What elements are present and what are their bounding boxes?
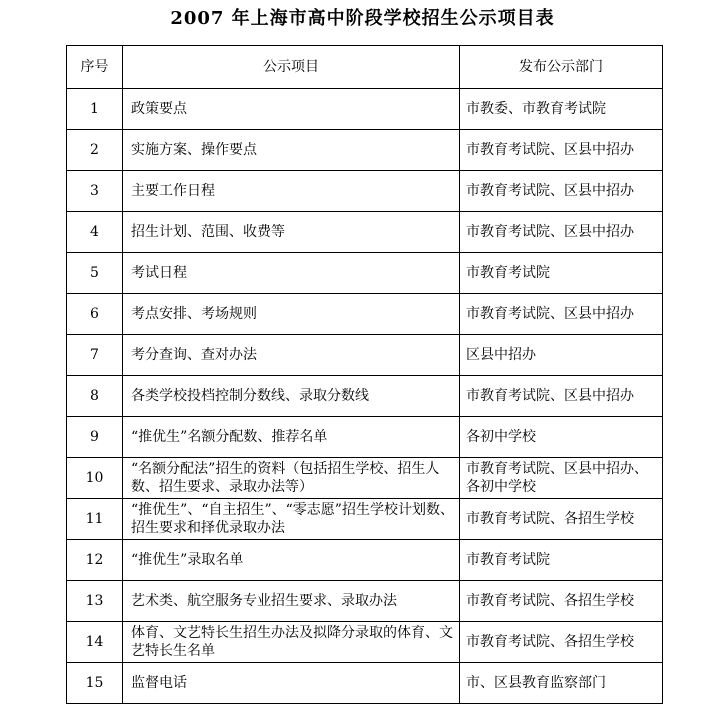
row-item: “推优生”录取名单: [123, 540, 460, 581]
row-item: “推优生”、“自主招生”、“零志愿”招生学校计划数、招生要求和择优录取办法: [123, 499, 460, 540]
row-no: 2: [67, 130, 123, 171]
row-dept: 市教育考试院、区县中招办、各初中学校: [460, 458, 663, 499]
row-dept: 市教育考试院、各招生学校: [460, 622, 663, 663]
row-no: 5: [67, 253, 123, 294]
row-no: 13: [67, 581, 123, 622]
row-no: 3: [67, 171, 123, 212]
row-dept: 市教育考试院、区县中招办: [460, 212, 663, 253]
row-item: 考分查询、查对办法: [123, 335, 460, 376]
row-item: 政策要点: [123, 89, 460, 130]
row-no: 11: [67, 499, 123, 540]
table-row: [67, 294, 663, 335]
row-item: 主要工作日程: [123, 171, 460, 212]
row-dept: 区县中招办: [460, 335, 663, 376]
notice-table: [66, 45, 663, 704]
row-item: 考试日程: [123, 253, 460, 294]
header-no: 序号: [67, 46, 123, 89]
row-no: 14: [67, 622, 123, 663]
table-row: [67, 499, 663, 540]
row-dept: 市教育考试院、各招生学校: [460, 581, 663, 622]
row-dept: 市教委、市教育考试院: [460, 89, 663, 130]
table-row: [67, 171, 663, 212]
row-no: 9: [67, 417, 123, 458]
row-dept: 市教育考试院、区县中招办: [460, 294, 663, 335]
row-no: 7: [67, 335, 123, 376]
row-item: 监督电话: [123, 663, 460, 704]
row-item: 各类学校投档控制分数线、录取分数线: [123, 376, 460, 417]
table-row: [67, 130, 663, 171]
row-no: 4: [67, 212, 123, 253]
table-row: [67, 663, 663, 704]
table-row: [67, 622, 663, 663]
row-no: 6: [67, 294, 123, 335]
row-item: 实施方案、操作要点: [123, 130, 460, 171]
row-dept: 市教育考试院、区县中招办: [460, 171, 663, 212]
row-item: “名额分配法”招生的资料（包括招生学校、招生人数、招生要求、录取办法等）: [123, 458, 460, 499]
table-row: [67, 458, 663, 499]
table-row: [67, 540, 663, 581]
row-dept: 市教育考试院: [460, 540, 663, 581]
row-dept: 市教育考试院、区县中招办: [460, 376, 663, 417]
row-dept: 市教育考试院、区县中招办: [460, 130, 663, 171]
row-item: 考点安排、考场规则: [123, 294, 460, 335]
row-dept: 市教育考试院、各招生学校: [460, 499, 663, 540]
table-header-row: [67, 46, 663, 89]
page-title: 2007 年上海市高中阶段学校招生公示项目表: [170, 8, 555, 29]
table-row: [67, 253, 663, 294]
row-no: 12: [67, 540, 123, 581]
row-no: 15: [67, 663, 123, 704]
row-no: 1: [67, 89, 123, 130]
row-item: 艺术类、航空服务专业招生要求、录取办法: [123, 581, 460, 622]
table-row: [67, 335, 663, 376]
table-row: [67, 417, 663, 458]
header-item: 公示项目: [123, 46, 460, 89]
row-no: 8: [67, 376, 123, 417]
header-dept: 发布公示部门: [460, 46, 663, 89]
row-no: 10: [67, 458, 123, 499]
row-item: 招生计划、范围、收费等: [123, 212, 460, 253]
row-dept: 市教育考试院: [460, 253, 663, 294]
row-dept: 各初中学校: [460, 417, 663, 458]
row-item: 体育、文艺特长生招生办法及拟降分录取的体育、文艺特长生名单: [123, 622, 460, 663]
table-row: [67, 212, 663, 253]
table-row: [67, 376, 663, 417]
row-item: “推优生”名额分配数、推荐名单: [123, 417, 460, 458]
table-row: [67, 581, 663, 622]
table-row: [67, 89, 663, 130]
row-dept: 市、区县教育监察部门: [460, 663, 663, 704]
